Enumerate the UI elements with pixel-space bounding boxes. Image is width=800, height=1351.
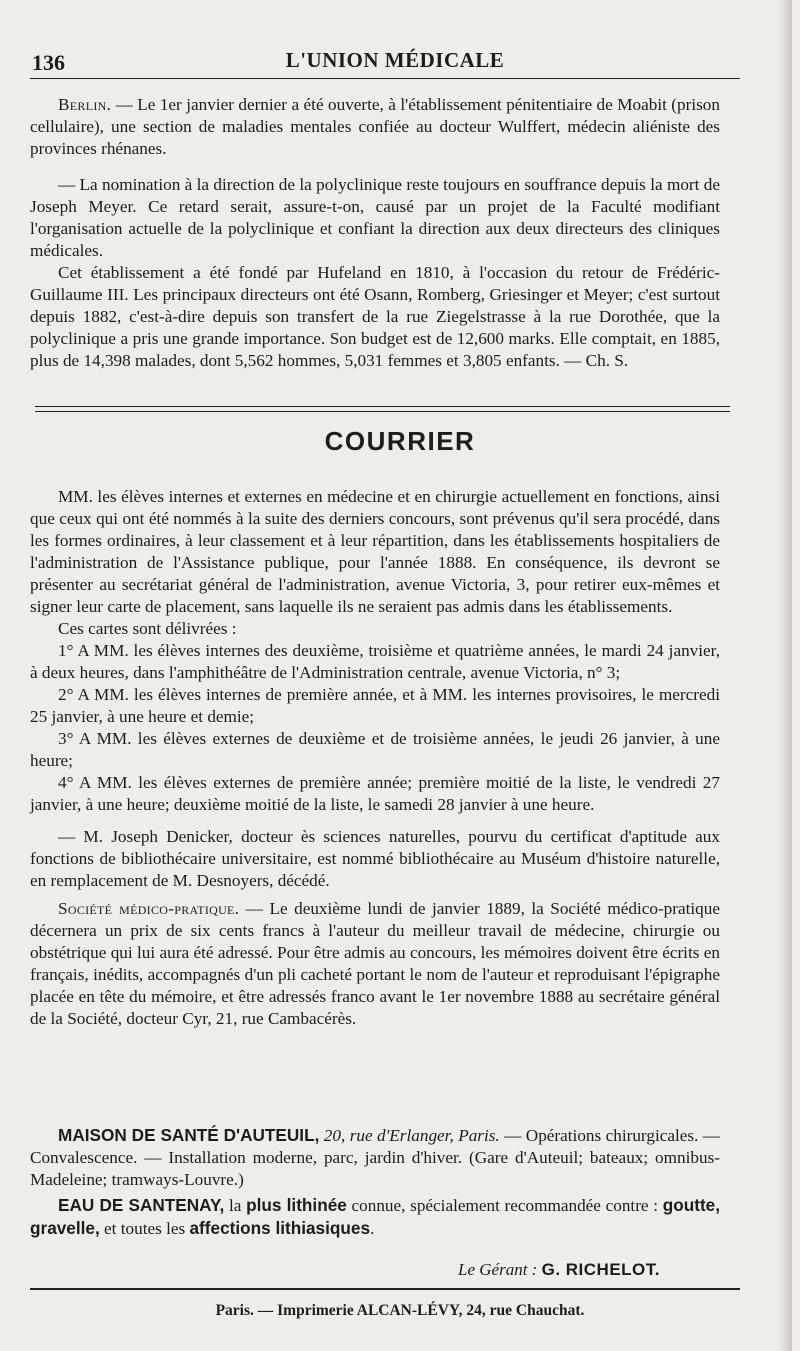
eau-strong-3: affections lithiasiques: [189, 1218, 371, 1238]
cartes-line: Ces cartes sont délivrées :: [58, 619, 237, 638]
courrier-item-3: 3° A MM. les élèves externes de deuxième et de troisième années, le jeudi 26 janvier, à une heure;: [30, 729, 720, 770]
maison-text: — Opérations chirurgicales. — Convalescence. — Installation moderne, parc, jardin d'hiver. (Gare d'Auteuil; bateaux; omnibus-Madeleine; tramways-Louvre.): [30, 1126, 720, 1189]
berlin-label: Berlin.: [58, 95, 112, 114]
denicker-paragraph: — M. Joseph Denicker, docteur ès sciences naturelles, pourvu du certificat d'aptitude aux fonctions de bibliothécaire universitaire, est nommé bibliothécaire au Muséum d'histoire naturelle, en remplacement de M. Desnoyers, décédé.: [30, 827, 720, 890]
eau-name: EAU DE SANTENAY,: [58, 1195, 225, 1215]
eau-text-1: la: [224, 1196, 247, 1215]
eau-text-4: .: [370, 1219, 375, 1238]
maison-address: 20, rue d'Erlanger, Paris.: [319, 1126, 500, 1145]
page-edge-shadow: [778, 0, 792, 1351]
maison-name: MAISON DE SANTÉ D'AUTEUIL,: [58, 1125, 320, 1145]
courrier-item-1: 1° A MM. les élèves internes des deuxième, troisième et quatrième années, le mardi 24 janvier, à deux heures, dans l'amphithéâtre de l'Administration centrale, avenue Victoria, n° 3;: [30, 641, 720, 682]
journal-title: L'UNION MÉDICALE: [285, 48, 505, 72]
courrier-item-4: 4° A MM. les élèves externes de première année; première moitié de la liste, le vendredi 27 janvier, à une heure; deuxième moitié de la liste, le samedi 28 janvier à une heure.: [30, 773, 720, 814]
berlin-text: — Le 1er janvier dernier a été ouverte, à l'établissement pénitentiaire de Moabit (prison cellulaire), une section de maladies mentales confiée au docteur Wulffert, médecin aliéniste des provinces rhénanes.: [30, 95, 720, 158]
nomination-paragraph: — La nomination à la direction de la polyclinique reste toujours en souffrance depuis la mort de Joseph Meyer. Ce retard serait, assure-t-on, causé par un projet de la Faculté modifiant l'organisation actuelle de la polyclinique et confiant la direction aux deux directeurs des cliniques médicales.: [30, 175, 720, 260]
societe-text: — Le deuxième lundi de janvier 1889, la Société médico-pratique décernera un prix de six cents francs à l'auteur du meilleur travail de médecine, chirurgie ou obstétrique qui lui aura été adressé. Pour être admis au concours, les mémoires doivent être écrits en français, inédits, accompagnés d'un pli cacheté portant le nom de l'auteur et reproduisant l'épigraphe placée en tête du mémoire, et être adressés franco avant le 1er novembre 1888 au secrétaire général de la Société, docteur Cyr, 21, rue Cambacérès.: [30, 899, 720, 1028]
societe-paragraph: [30, 898, 720, 1030]
maison-ad: [30, 1124, 720, 1191]
signature-name: G. RICHELOT.: [541, 1260, 660, 1279]
courrier-intro: MM. les élèves internes et externes en médecine et en chirurgie actuellement en fonctions, ainsi que ceux qui ont été nommés à la suite des derniers concours, sont prévenus qu'il sera procédé, dans les formes ordinaires, à leur classement et à leur répartition, dans les établissements hospitaliers de l'administration de l'Assistance publique, pour l'année 1888. En conséquence, ils devront se présenter au secrétariat général de l'administration, avenue Victoria, 3, pour retirer eux-mêmes et signer leur carte de placement, sans laquelle ils ne seraient pas admis dans les établissements.: [30, 487, 720, 616]
signature-label: Le Gérant :: [458, 1260, 538, 1279]
societe-label: Société médico-pratique.: [58, 899, 240, 918]
eau-text-3: et toutes les: [99, 1219, 190, 1238]
signature: [458, 1260, 660, 1280]
eau-ad: [30, 1194, 720, 1240]
section-divider: [35, 406, 730, 412]
footer-rule: [30, 1288, 740, 1290]
imprint-footer: Paris. — Imprimerie ALCAN-LÉVY, 24, rue Chauchat.: [215, 1302, 585, 1319]
page-header: [30, 42, 760, 78]
courrier-title: COURRIER: [324, 426, 476, 456]
berlin-paragraph: [30, 94, 720, 160]
page-number: 136: [32, 50, 65, 75]
courrier-item-2: 2° A MM. les élèves internes de première année, et à MM. les internes provisoires, le mercredi 25 janvier, à une heure et demie;: [30, 685, 720, 726]
eau-strong-1: plus lithinée: [246, 1195, 347, 1215]
news-section: [30, 94, 720, 372]
header-rule: [30, 78, 740, 79]
eau-text-2: connue, spécialement recommandée contre :: [346, 1196, 663, 1215]
eau-strong-2: goutte, gravelle,: [30, 1195, 721, 1238]
courrier-section: [30, 486, 720, 1030]
etablissement-paragraph: Cet établissement a été fondé par Hufeland en 1810, à l'occasion du retour de Frédéric-Guillaume III. Les principaux directeurs ont été Osann, Romberg, Griesinger et Meyer; c'est surtout depuis 1882, c'est-à-dire depuis son transfert de la rue Ziegelstrasse à la rue Dorothée, que la polyclinique a pris une grande importance. Son budget est de 12,600 marks. Elle comptait, en 1885, plus de 14,398 malades, dont 5,562 hommes, 5,031 femmes et 3,805 enfants. — Ch. S.: [30, 263, 720, 370]
